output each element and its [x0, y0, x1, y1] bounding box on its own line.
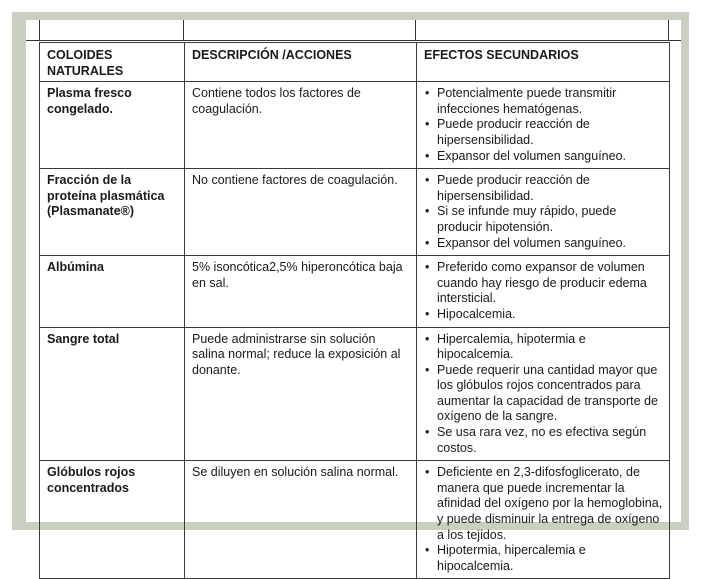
colloid-description: No contiene factores de coagulación. — [185, 169, 417, 256]
side-effects-cell — [417, 169, 670, 256]
colloid-name: Glóbulos rojos concentrados — [40, 461, 185, 579]
colloid-name: Sangre total — [40, 327, 185, 461]
side-effects-cell — [417, 256, 670, 327]
colloid-name: Albúmina — [40, 256, 185, 327]
list-item: • Hipocalcemia. — [424, 307, 663, 323]
header-colloids: COLOIDES NATURALES — [40, 43, 185, 82]
colloid-name: Fracción de la proteína plasmática (Plasmanate®) — [40, 169, 185, 256]
table-row — [40, 256, 670, 327]
colloids-table — [39, 42, 670, 579]
list-item: • Puede requerir una cantidad mayor que los glóbulos rojos concentrados para aumentar la capacidad de transporte de oxígeno de la sangre. — [424, 363, 663, 425]
list-item: • Preferido como expansor de volumen cuando hay riesgo de producir edema intersticial. — [424, 260, 663, 307]
list-item: • Puede producir reacción de hipersensibilidad. — [424, 173, 663, 204]
list-item: • Hipercalemia, hipotermia e hipocalcemia. — [424, 332, 663, 363]
side-effects-list — [424, 332, 663, 457]
document-page — [26, 20, 681, 573]
list-item: • Hipotermia, hipercalemia e hipocalcemia. — [424, 543, 663, 574]
slide-frame — [12, 12, 689, 573]
colloid-description: Contiene todos los factores de coagulación. — [185, 82, 417, 169]
side-effects-list — [424, 86, 663, 164]
side-effects-list — [424, 260, 663, 322]
table-row — [40, 82, 670, 169]
side-effects-list — [424, 173, 663, 251]
list-item: • Potencialmente puede transmitir infecciones hematógenas. — [424, 86, 663, 117]
table-rule — [183, 20, 184, 40]
colloid-description: Se diluyen en solución salina normal. — [185, 461, 417, 579]
header-row — [40, 43, 670, 82]
side-effects-list — [424, 465, 663, 574]
side-effects-cell — [417, 82, 670, 169]
side-effects-cell — [417, 461, 670, 579]
header-side-effects: EFECTOS SECUNDARIOS — [417, 43, 670, 82]
table-row — [40, 327, 670, 461]
table-row — [40, 461, 670, 579]
table-rule — [415, 20, 416, 40]
colloid-description: Puede administrarse sin solución salina normal; reduce la exposición al donante. — [185, 327, 417, 461]
header-description: DESCRIPCIÓN /ACCIONES — [185, 43, 417, 82]
list-item: • Expansor del volumen sanguíneo. — [424, 236, 663, 252]
list-item: • Se usa rara vez, no es efectiva según costos. — [424, 425, 663, 456]
table-row — [40, 169, 670, 256]
list-item: • Puede producir reacción de hipersensibilidad. — [424, 117, 663, 148]
list-item: • Si se infunde muy rápido, puede producir hipotensión. — [424, 204, 663, 235]
list-item: • Expansor del volumen sanguíneo. — [424, 149, 663, 165]
colloid-name: Plasma fresco congelado. — [40, 82, 185, 169]
table-rule — [39, 20, 40, 40]
list-item: • Deficiente en 2,3-difosfoglicerato, de manera que puede incrementar la afinidad del oxígeno por la hemoglobina, y puede disminuir la entrega de oxígeno a los tejidos. — [424, 465, 663, 543]
side-effects-cell — [417, 327, 670, 461]
colloid-description: 5% isoncótica2,5% hiperoncótica baja en sal. — [185, 256, 417, 327]
previous-table-slice — [26, 20, 681, 41]
table-rule — [668, 20, 669, 40]
